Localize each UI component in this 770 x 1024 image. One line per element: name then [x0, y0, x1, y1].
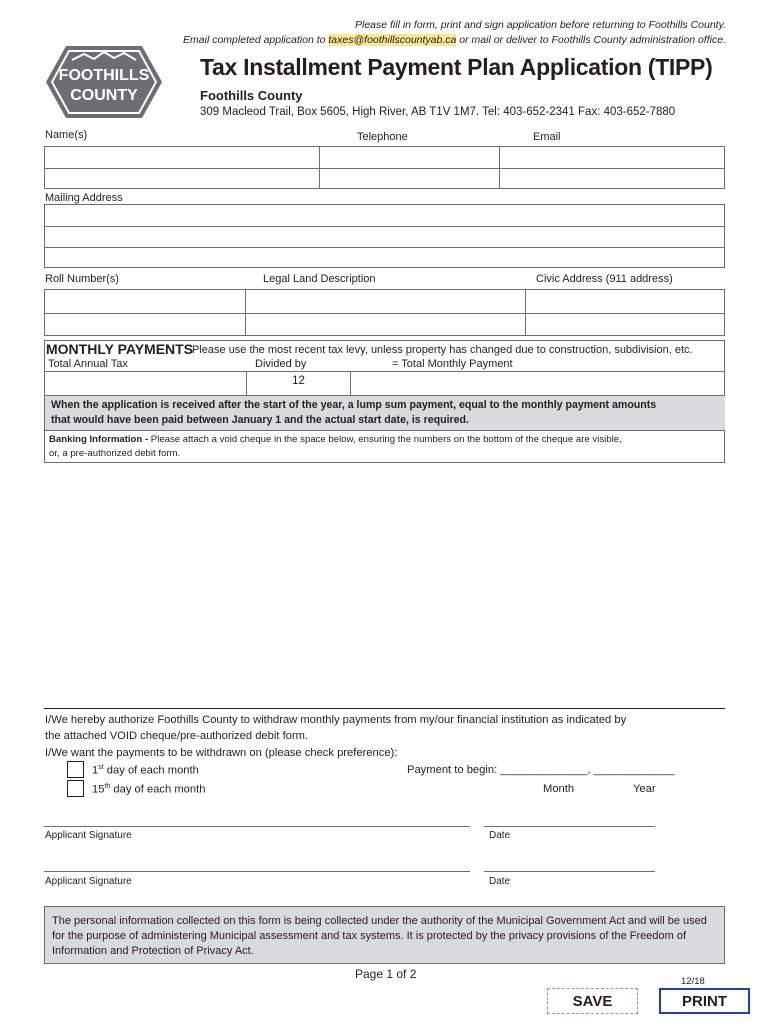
name-input-2[interactable] [45, 168, 319, 189]
form-revision: 12/18 [681, 976, 705, 987]
fifteenth-day-checkbox[interactable] [67, 780, 84, 797]
total-annual-tax-label: Total Annual Tax [48, 358, 128, 370]
divided-by-label: Divided by [255, 358, 307, 370]
divisor-value: 12 [292, 375, 305, 387]
mailing-address-input[interactable] [44, 204, 725, 268]
fifteenth-day-number: 15 [92, 783, 105, 796]
legal-land-input[interactable] [246, 290, 525, 336]
month-label: Month [543, 783, 575, 795]
banking-text: Please attach a void cheque in the space below, ensuring the numbers on the bottom of the cheque are visible, [148, 434, 622, 445]
names-label: Name(s) [45, 129, 88, 141]
year-label: Year [633, 783, 656, 795]
fifteenth-day-text: day of each month [110, 783, 206, 796]
privacy-notice: The personal information collected on this form is being collected under the authority of the Municipal Government Act and will be used for the purpose of administering Municipal assessment and tax systems. It is protected by the privacy provisions of the Freedom of Information and Protection of Privacy Act. [44, 906, 725, 964]
cheque-divider [44, 708, 725, 709]
authorization-line2: the attached VOID cheque/pre-authorized debit form. [45, 729, 309, 742]
property-table [44, 289, 725, 336]
void-cheque-area[interactable] [44, 464, 725, 707]
applicant-signature-line-1[interactable] [44, 826, 470, 827]
instructions-line1: Please fill in form, print and sign application before returning to Foothills County. [354, 19, 726, 31]
civic-address-label: Civic Address (911 address) [536, 273, 673, 285]
fifteenth-day-suffix: th [104, 783, 111, 790]
date-line-2[interactable] [484, 871, 655, 872]
first-day-text: day of each month [103, 764, 199, 777]
calculation-row [45, 371, 725, 395]
authorization-text [45, 713, 626, 762]
lump-sum-line1: When the application is received after the start of the year, a lump sum payment, equal to the monthly payment amounts [51, 399, 657, 411]
email-label: Email [533, 131, 561, 143]
total-monthly-payment-input[interactable] [351, 372, 725, 395]
page-title: Tax Installment Payment Plan Application (TIPP) [200, 54, 713, 80]
lump-sum-line2: that would have been paid between January 1 and the actual start date, is required. [51, 414, 469, 426]
first-day-suffix: st [98, 764, 104, 771]
banking-line2: or, a pre-authorized debit form. [49, 448, 181, 459]
total-annual-tax-input[interactable] [45, 372, 246, 395]
lump-sum-notice [45, 395, 725, 430]
authorization-line1: I/We hereby authorize Foothills County to withdraw monthly payments from my/our financial institution as indicated by [45, 714, 627, 726]
roll-number-input[interactable] [45, 290, 245, 336]
print-button[interactable]: PRINT [659, 988, 750, 1014]
applicant-signature-line-2[interactable] [44, 871, 470, 872]
contact-table [44, 146, 725, 189]
date-label-2: Date [489, 876, 511, 887]
authorization-line3: I/We want the payments to be withdrawn on (please check preference): [45, 747, 398, 759]
save-button[interactable]: SAVE [547, 988, 638, 1014]
instructions-line2 [183, 33, 726, 48]
email-link[interactable]: taxes@foothillscountyab.ca [328, 34, 457, 46]
date-line-1[interactable] [484, 826, 655, 827]
email-input[interactable] [500, 147, 725, 189]
roll-number-label: Roll Number(s) [45, 273, 119, 285]
banking-label: Banking Information - [49, 434, 149, 445]
foothills-county-logo [44, 44, 164, 120]
civic-address-input[interactable] [526, 290, 725, 336]
name-input-1[interactable] [45, 147, 319, 168]
monthly-payments-note: Please use the most recent tax levy, unless property has changed due to construction, subdivision, etc. [192, 344, 693, 356]
instructions-prefix: Email completed application to [183, 34, 329, 46]
date-label-1: Date [489, 830, 511, 841]
page-number: Page 1 of 2 [355, 967, 417, 981]
mailing-address-label: Mailing Address [45, 192, 123, 204]
monthly-payments-heading: MONTHLY PAYMENTS [46, 341, 194, 357]
telephone-label: Telephone [357, 131, 408, 143]
logo-text-line2: COUNTY [70, 87, 138, 104]
legal-land-label: Legal Land Description [263, 273, 376, 285]
instructions-suffix: or mail or deliver to Foothills County administration office. [456, 34, 726, 46]
county-address: 309 Macleod Trail, Box 5605, High River, AB T1V 1M7. Tel: 403-652-2341 Fax: 403-652-7880 [200, 106, 676, 118]
first-day-number: 1 [92, 764, 99, 777]
logo-text-line1: FOOTHILLS [58, 67, 150, 84]
payment-begin-field[interactable]: Payment to begin: ______________, _____________ [407, 764, 675, 776]
fifteenth-day-label [92, 783, 205, 796]
telephone-input[interactable] [320, 147, 499, 189]
applicant-signature-label-2: Applicant Signature [45, 876, 132, 887]
total-monthly-payment-label: = Total Monthly Payment [392, 358, 513, 370]
monthly-payments-section [44, 340, 725, 463]
county-name: Foothills County [200, 88, 303, 103]
first-day-checkbox[interactable] [67, 761, 84, 778]
applicant-signature-label-1: Applicant Signature [45, 830, 132, 841]
banking-information [45, 430, 725, 463]
first-day-label [92, 764, 199, 777]
